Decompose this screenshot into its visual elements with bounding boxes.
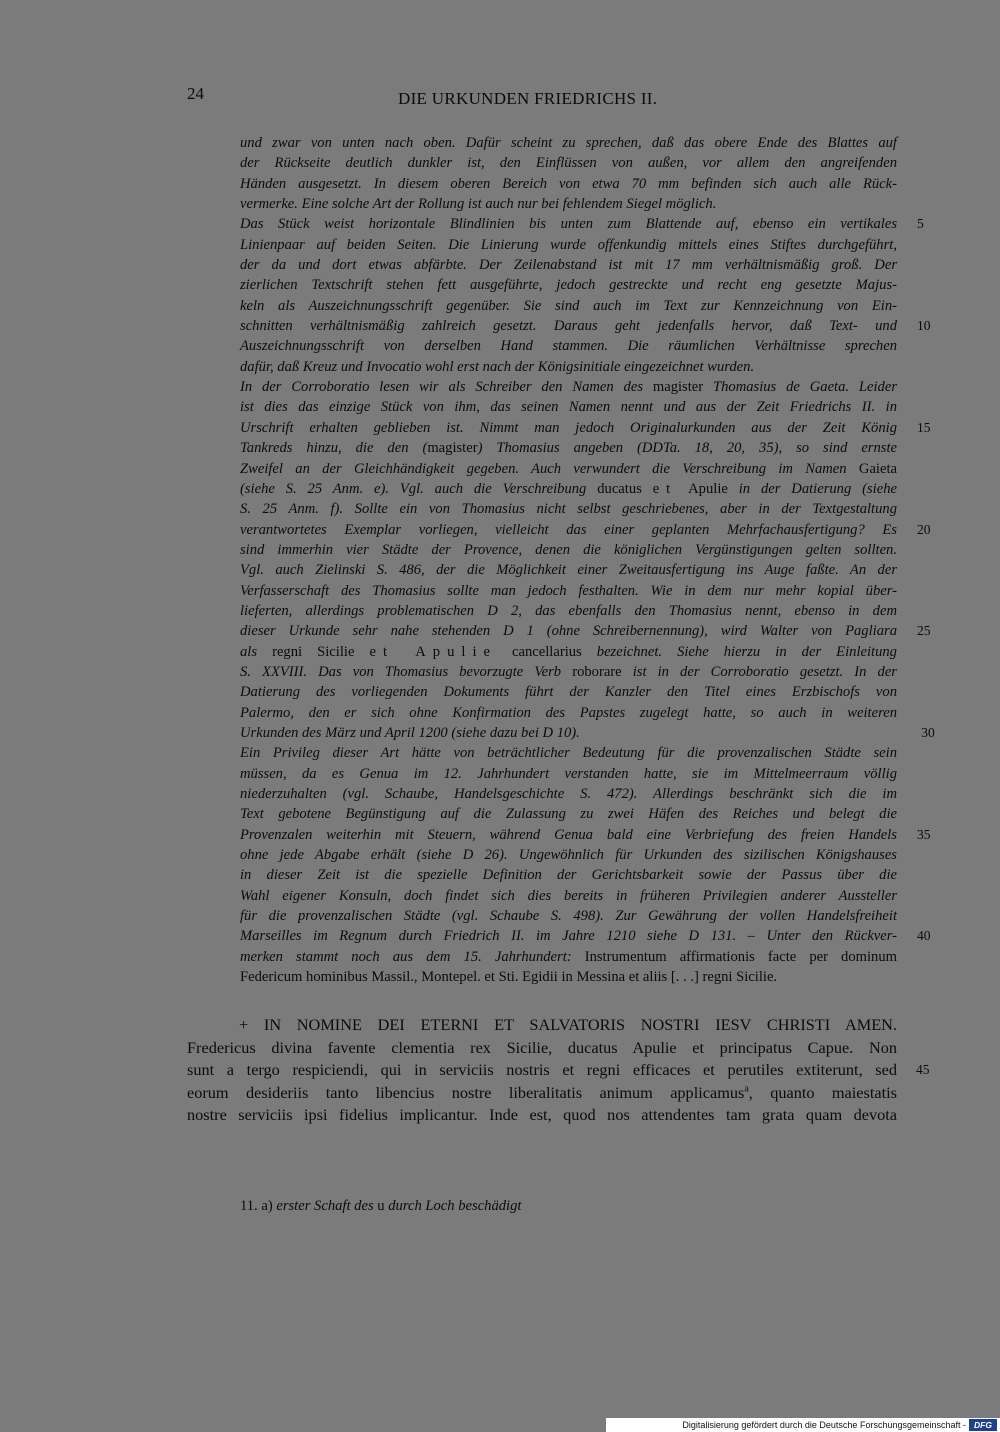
line-text: müssen, da es Genua im 12. Jahrhundert verstanden hatte, sie im Mittelmeerraum völlig	[240, 765, 897, 782]
line-text-cont: , quanto maiestatis	[748, 1082, 897, 1102]
line-text: merken stammt noch aus dem 15. Jahrhundert:	[240, 948, 585, 965]
line-text: Auszeichnungsschrift von derselben Hand stammen. Die räumlichen Verhältnisse sprechen	[240, 338, 897, 355]
latin-quote: Federicum hominibus Massil., Montepel. et Sti. Egidii in Messina et aliis [. . .] regni Sicilie.	[240, 969, 778, 986]
line-text-cont: ) Thomasius angeben (DDTa. 18, 20, 35), so sind ernste	[477, 440, 897, 457]
line-number: 10	[917, 318, 931, 334]
commentary-line	[240, 377, 897, 397]
footnote-text-a: erster Schaft des	[276, 1198, 374, 1214]
line-text: keln als Auszeichnungsschrift gegenüber. Sie sind auch im Text zur Kennzeichnung von Ein-	[240, 297, 897, 314]
footnote-text-b: durch Loch beschädigt	[388, 1198, 522, 1214]
line-text: zierlichen Textschrift stehen fett ausgeführte, jedoch gestreckte und recht eng gesetzte Majus-	[240, 277, 897, 294]
spaced-latin: et Apulie	[369, 643, 497, 660]
line-text: Zweifel an der Gleichhändigkeit gegeben. Auch verwundert die Verschreibung im Namen	[240, 460, 859, 477]
line-text: Wahl eigener Konsuln, doch findet sich dies bereits in früheren Privilegien anderer Aussteller	[240, 887, 897, 904]
commentary-line	[240, 459, 897, 479]
commentary-line	[240, 845, 897, 865]
latin-quote: Apulie	[688, 480, 728, 497]
line-text: sunt a tergo respiciendi, qui in serviciis nostris et regni efficaces et perutiles extiterunt, sed	[187, 1060, 897, 1080]
latin-line	[187, 1104, 897, 1127]
footnote-marker[interactable]: a	[744, 1083, 749, 1095]
line-text: Marseilles im Regnum durch Friedrich II. im Jahre 1210 siehe D 131. – Unter den Rückver-	[240, 928, 897, 945]
latin-line	[187, 1059, 930, 1082]
line-text: der da und dort etwas abfärbte. Der Zeilenabstand ist mit 17 mm verhältnismäßig groß. Der	[240, 257, 897, 274]
commentary-line	[240, 438, 897, 458]
dfg-logo: DFG	[969, 1419, 997, 1431]
line-text: Verfasserschaft des Thomasius sollte man jedoch festhalten. Wie in dem nur mehr kopial über-	[240, 582, 897, 599]
commentary-line	[240, 743, 897, 763]
latin-quote: roborare	[572, 663, 622, 680]
line-text: Text gebotene Begünstigung auf die Zulassung zu zwei Häfen des Reiches und belegt die	[240, 806, 897, 823]
commentary-line	[240, 133, 897, 153]
commentary-line	[240, 886, 897, 906]
line-number: 5	[917, 216, 924, 232]
line-text: (siehe S. 25 Anm. e). Vgl. auch die Verschreibung	[240, 480, 598, 497]
commentary-line	[240, 520, 931, 540]
latin-quote: magister	[427, 440, 478, 457]
commentary-line	[240, 662, 897, 682]
commentary-line	[240, 336, 897, 356]
line-text-cont: in der Datierung (siehe	[727, 480, 897, 497]
line-text: dafür, daß Kreuz und Invocatio wohl erst nach der Königsinitiale eingezeichnet wurden.	[240, 358, 755, 375]
line-text: der Rückseite deutlich dunkler ist, den Einflüssen von außen, vor allem den angreifenden	[240, 155, 897, 172]
line-text: dieser Urkunde sehr nahe stehenden D 1 (ohne Schreibernennung), wird Walter von Pagliara	[240, 623, 897, 640]
commentary-line	[240, 174, 897, 194]
latin-quote: ducatus	[597, 480, 642, 497]
latin-quote: cancellarius	[512, 643, 582, 660]
commentary-line	[240, 540, 897, 560]
line-text: Händen ausgesetzt. In diesem oberen Bereich von etwa 70 mm befinden sich auch alle Rück-	[240, 175, 897, 192]
commentary-line	[240, 601, 897, 621]
page-number: 24	[187, 84, 204, 103]
spaced-latin: et	[652, 480, 678, 497]
line-text-cont: ist in der Corroboratio gesetzt. In der	[621, 663, 897, 680]
line-text: Linienpaar auf beiden Seiten. Die Linierung wurde offenkundig mittels eines Stiftes durchgeführt,	[240, 236, 897, 253]
commentary-line	[240, 153, 897, 173]
latin-quote: Gaieta	[858, 460, 897, 477]
line-number: 20	[917, 521, 931, 537]
line-text: Urschrift erhalten geblieben ist. Nimmt man jedoch Originalurkunden aus der Zeit König	[240, 419, 897, 436]
line-text: verantwortetes Exemplar vorliegen, vielleicht das einer geplanten Mehrfachausfertigung? Es	[240, 521, 897, 538]
commentary-block	[240, 133, 935, 987]
line-number: 45	[916, 1062, 930, 1078]
commentary-line	[240, 947, 897, 967]
line-text: lieferten, allerdings problematischen D 2, das ebenfalls den Thomasius nennt, ebenso in dem	[240, 602, 897, 619]
line-text: Vgl. auch Zielinski S. 486, der die Möglichkeit einer Zweitausfertigung ins Auge faßte. An der	[240, 562, 897, 579]
commentary-line	[240, 214, 924, 234]
commentary-line	[240, 275, 897, 295]
commentary-line	[240, 967, 897, 987]
commentary-line	[240, 397, 897, 417]
commentary-line	[240, 194, 897, 214]
footnote-letter: u	[377, 1198, 385, 1214]
commentary-line	[240, 764, 897, 784]
digitization-bar	[606, 1418, 1000, 1432]
line-text: in dieser Zeit ist die spezielle Definition der Gerichtsbarkeit sowie der Passus über die	[240, 867, 897, 884]
line-text-cont: Thomasius de Gaeta. Leider	[703, 379, 897, 396]
footnote-number: 11. a)	[240, 1198, 273, 1214]
commentary-line	[240, 255, 897, 275]
digitization-text: Digitalisierung gefördert durch die Deutsche Forschungsgemeinschaft -	[682, 1420, 966, 1430]
commentary-line	[240, 581, 897, 601]
commentary-line	[240, 560, 897, 580]
line-text: ohne jede Abgabe erhält (siehe D 26). Ungewöhnlich für Urkunden des sizilischen Königshauses	[240, 847, 897, 864]
line-text: ist dies das einzige Stück von ihm, das seinen Namen nennt und aus der Zeit Friedrichs II. in	[240, 399, 897, 416]
line-text: Datierung des vorliegenden Dokuments führt der Kanzler den Titel eines Erzbischofs von	[240, 684, 897, 701]
line-text: Das Stück weist horizontale Blindlinien bis unten zum Blattende auf, ebenso ein vertikales	[240, 216, 897, 233]
line-text: S. 25 Anm. f). Sollte ein von Thomasius nicht selbst geschriebenes, aber in der Textgestaltung	[240, 501, 897, 518]
commentary-line	[240, 418, 931, 438]
line-text: Provenzalen weiterhin mit Steuern, während Genua bald eine Verbriefung des freien Handels	[240, 826, 897, 843]
line-number: 35	[917, 826, 931, 842]
line-text: + IN NOMINE DEI ETERNI ET SALVATORIS NOSTRI IESV CHRISTI AMEN.	[239, 1015, 897, 1034]
line-text: Palermo, den er sich ohne Konfirmation des Papstes zugelegt hatte, so auch in weiteren	[240, 704, 897, 721]
line-text: Ein Privileg dieser Art hätte von beträchtlicher Bedeutung für die provenzalischen Städte sein	[240, 745, 897, 762]
latin-quote: Instrumentum affirmationis facte per dominum	[584, 948, 898, 965]
commentary-line	[240, 642, 897, 662]
line-text: sind immerhin vier Städte der Provence, denen die königlichen Vergünstigungen gelten sollten.	[240, 541, 897, 558]
line-text: Tankreds hinzu, die den (	[240, 440, 428, 457]
commentary-line	[240, 926, 931, 946]
commentary-line	[240, 703, 897, 723]
line-text: für die provenzalischen Städte (vgl. Schaube S. 498). Zur Gewährung der vollen Handelsfreiheit	[240, 908, 897, 925]
commentary-line	[240, 357, 897, 377]
footnote	[240, 1198, 521, 1215]
latin-line	[187, 1037, 897, 1060]
line-number: 15	[917, 419, 931, 435]
line-text: schnitten verhältnismäßig zahlreich gesetzt. Daraus geht jedenfalls hervor, daß Text- und	[240, 318, 897, 335]
commentary-line	[240, 804, 897, 824]
commentary-line	[240, 235, 897, 255]
line-text: S. XXVIII. Das von Thomasius bevorzugte Verb	[240, 663, 573, 680]
line-text: nostre serviciis ipsi fidelius implicantur. Inde est, quod nos attendentes tam grata quam devota	[187, 1105, 897, 1125]
line-number: 30	[921, 724, 935, 740]
commentary-line	[240, 479, 897, 499]
commentary-line	[240, 906, 897, 926]
line-text: und zwar von unten nach oben. Dafür scheint zu sprechen, daß das obere Ende des Blattes auf	[240, 135, 897, 151]
line-text: Fredericus divina favente clementia rex Sicilie, ducatus Apulie et principatus Capue. Non	[187, 1037, 897, 1057]
latin-quote: regni Sicilie	[272, 643, 355, 660]
line-text: vermerke. Eine solche Art der Rollung ist auch nur bei fehlendem Siegel möglich.	[240, 196, 717, 213]
commentary-line	[240, 316, 931, 336]
commentary-line	[240, 682, 897, 702]
line-text: Urkunden des März und April 1200 (siehe dazu bei D 10).	[240, 724, 580, 741]
commentary-line	[240, 723, 935, 743]
line-text: niederzuhalten (vgl. Schaube, Handelsgeschichte S. 472). Allerdings beschränkt sich die im	[240, 786, 897, 802]
line-text: In der Corroboratio lesen wir als Schreiber den Namen des	[240, 379, 653, 396]
commentary-line	[240, 621, 931, 641]
commentary-line	[240, 825, 931, 845]
line-text: als	[240, 643, 273, 660]
commentary-line	[240, 499, 897, 519]
line-number: 40	[917, 928, 931, 944]
latin-quote: magister	[652, 379, 704, 396]
line-text-cont: bezeichnet. Siehe hierzu in der Einleitung	[581, 643, 897, 660]
line-text: eorum desideriis tanto libencius nostre liberalitatis animum applicamus	[187, 1082, 745, 1102]
commentary-line	[240, 865, 897, 885]
commentary-line	[240, 296, 897, 316]
latin-line	[187, 1014, 897, 1037]
line-number: 25	[917, 623, 931, 639]
latin-text-block	[187, 1014, 930, 1127]
latin-line	[187, 1082, 897, 1105]
commentary-line	[240, 784, 897, 804]
running-head: DIE URKUNDEN FRIEDRICHS II.	[398, 89, 658, 108]
